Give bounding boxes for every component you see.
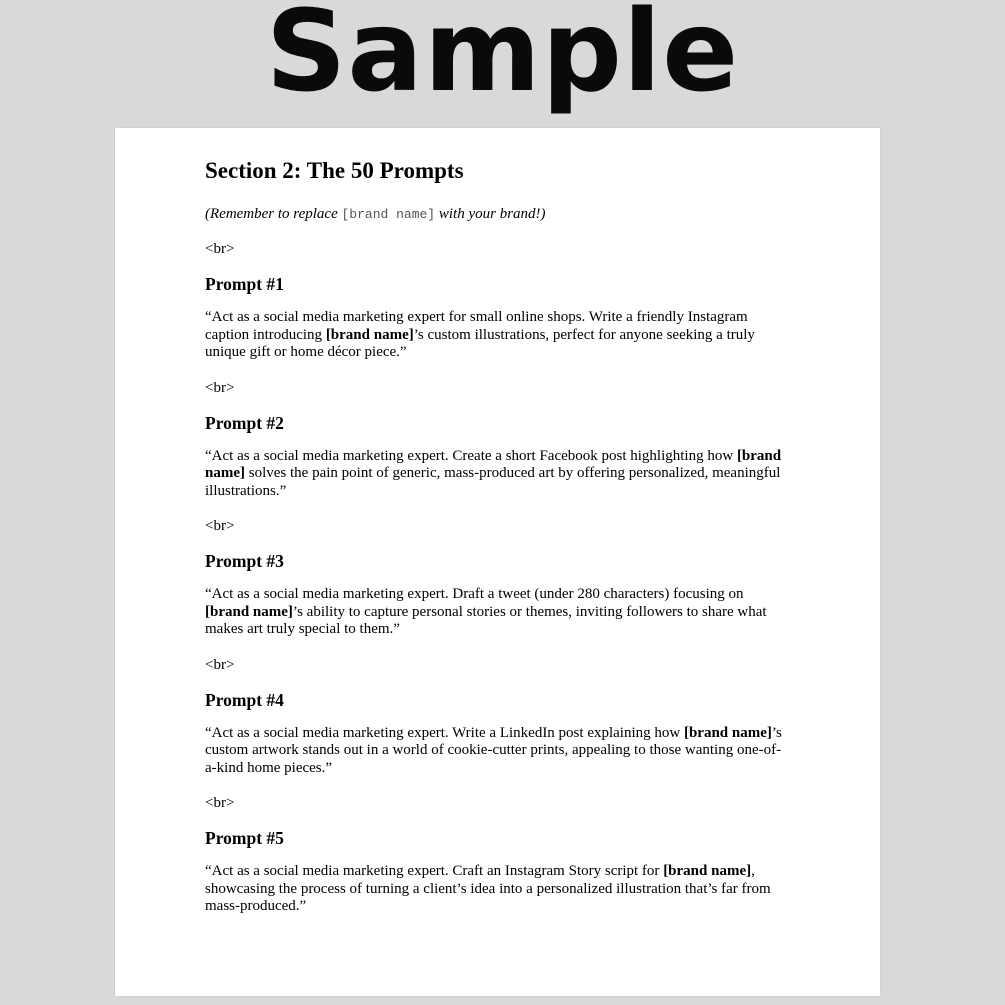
- prompt-text-segment: “Act as a social media marketing expert. Create a short Facebook post highlighting how: [205, 447, 737, 464]
- prompt-text-segment: ’s custom artwork stands out in a world of cookie-cutter prints, appealing to those wanting one-of-a-kind home pieces.”: [205, 724, 782, 776]
- br-tag-text: <br>: [205, 795, 235, 811]
- prompt-heading: Prompt #5: [205, 828, 284, 848]
- document-page: [115, 128, 880, 996]
- prompt-text-segment: solves the pain point of generic, mass-produced art by offering personalized, meaningful illustrations.”: [205, 465, 781, 499]
- prompt-text-segment: “Act as a social media marketing expert. Draft a tweet (under 280 characters) focusing on: [205, 586, 744, 602]
- prompt-heading: Prompt #1: [205, 274, 284, 294]
- prompt-text: [205, 309, 790, 362]
- prompt-text-segment: ’s custom illustrations, perfect for anyone seeking a truly unique gift or home décor piece.”: [205, 326, 755, 360]
- brand-name-placeholder: [brand name]: [663, 863, 752, 879]
- prompt-text-segment: , showcasing the process of turning a client’s idea into a personalized illustration that’s far from mass-produced.”: [205, 863, 771, 914]
- prompt-text-segment: “Act as a social media marketing expert. Write a LinkedIn post explaining how: [205, 724, 684, 741]
- brand-name-placeholder: [brand name]: [325, 326, 414, 343]
- prompt-text-segment: ’s ability to capture personal stories or themes, inviting followers to share what makes art truly special to them.”: [205, 603, 767, 637]
- prompt-list: [205, 239, 790, 916]
- prompt-text-segment: “Act as a social media marketing expert. Craft an Instagram Story script for: [205, 863, 664, 879]
- prompt-heading: Prompt #4: [205, 689, 284, 710]
- br-tag-text: <br>: [205, 379, 235, 396]
- note-code-placeholder: [brand name]: [341, 207, 436, 222]
- prompt-heading: Prompt #3: [205, 551, 284, 571]
- prompt-text: [205, 863, 790, 916]
- br-tag-text: <br>: [205, 656, 235, 673]
- prompt-text-segment: “Act as a social media marketing expert for small online shops. Write a friendly Instagram caption introducing: [205, 309, 748, 343]
- br-tag-text: <br>: [205, 518, 235, 534]
- prompt-heading: Prompt #2: [205, 412, 284, 433]
- brand-name-placeholder: [brand name]: [683, 724, 772, 741]
- section-title: Section 2: The 50 Prompts: [205, 158, 464, 183]
- brand-name-placeholder: [brand name]: [205, 603, 293, 620]
- prompt-text: [205, 586, 790, 639]
- note-text-before: (Remember to replace: [205, 206, 342, 222]
- document-content: [205, 156, 790, 932]
- replace-note: [205, 204, 790, 225]
- br-tag-text: <br>: [205, 241, 235, 257]
- brand-name-placeholder: [brand name]: [205, 447, 782, 481]
- note-text-after: with your brand!): [435, 206, 546, 222]
- prompt-text: [205, 448, 790, 501]
- sample-watermark: Sample: [265, 0, 740, 117]
- prompt-text: [205, 725, 790, 778]
